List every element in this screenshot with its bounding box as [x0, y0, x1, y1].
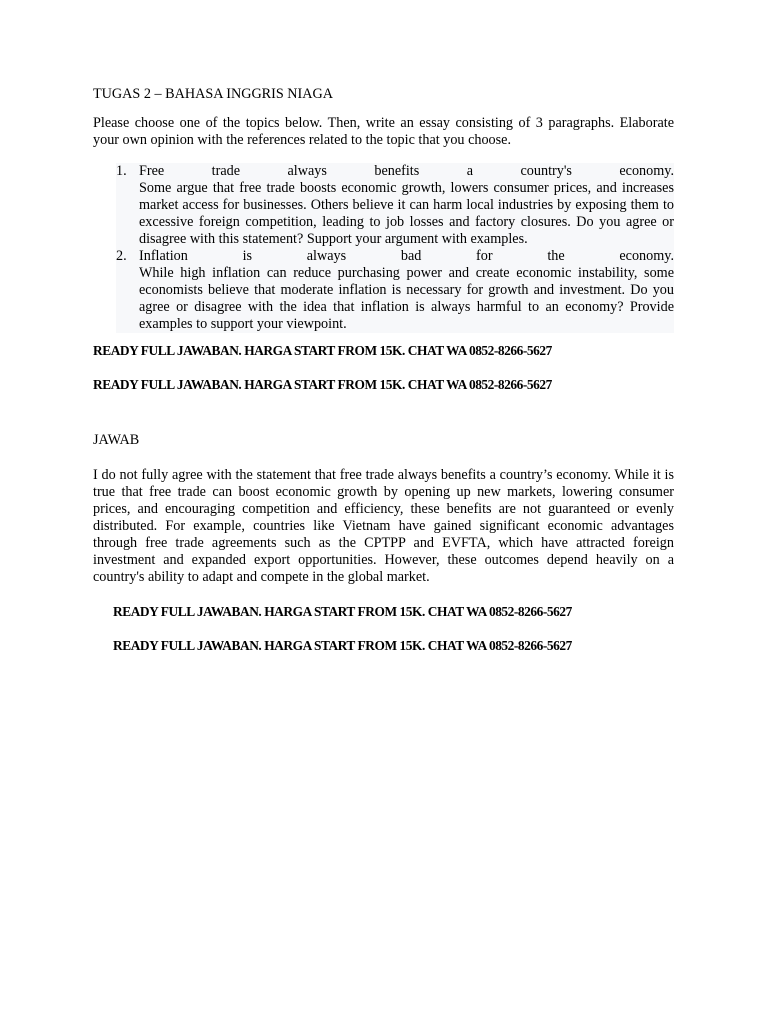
topic-number: 2. [116, 248, 127, 264]
assignment-instructions: Please choose one of the topics below. Then, write an essay consisting of 3 paragraphs. Elaborate your own opinion with the references related to the topic that you choose. [93, 115, 674, 148]
essay-paragraph: I do not fully agree with the statement that free trade always benefits a country’s economy. While it is true that free trade can boost economic growth by opening up new markets, lowering consumer prices, and encouraging competition and efficiency, these benefits are not guaranteed or evenly distributed. For example, countries like Vietnam have gained significant economic advantages through free trade agreements such as the CPTPP and EVFTA, which have attracted foreign investment and expanded export opportunities. However, these outcomes depend heavily on a country's ability to adapt and compete in the global market. [93, 467, 674, 585]
topic-description: Some argue that free trade boosts economic growth, lowers consumer prices, and increases market access for businesses. Others believe it can harm local industries by exposing them to excessive foreign competition, leading to job losses and factory closures. Do you agree or disagree with this statement? Support your argument with examples. [139, 180, 674, 247]
document-content [93, 86, 674, 654]
promo-line: READY FULL JAWABAN. HARGA START FROM 15K. CHAT WA 0852-8266-5627 [93, 377, 552, 392]
topic-list [116, 163, 674, 333]
topic-number: 1. [116, 163, 127, 179]
topic-headline: Free trade always benefits a country's economy. [139, 163, 674, 179]
answer-heading: JAWAB [93, 432, 140, 448]
promo-line: READY FULL JAWABAN. HARGA START FROM 15K. CHAT WA 0852-8266-5627 [93, 343, 552, 358]
topic-description: While high inflation can reduce purchasing power and create economic instability, some economists believe that moderate inflation is necessary for growth and investment. Do you agree or disagree with the idea that inflation is always harmful to an economy? Provide examples to support your viewpoint. [139, 265, 674, 332]
document-title: TUGAS 2 – BAHASA INGGRIS NIAGA [93, 86, 334, 102]
topic-text [139, 163, 674, 248]
topic-item [116, 248, 674, 333]
topic-text [139, 248, 674, 333]
topic-item [116, 163, 674, 248]
topic-headline: Inflation is always bad for the economy. [139, 248, 674, 264]
promo-line: READY FULL JAWABAN. HARGA START FROM 15K. CHAT WA 0852-8266-5627 [113, 604, 572, 619]
promo-line: READY FULL JAWABAN. HARGA START FROM 15K. CHAT WA 0852-8266-5627 [113, 638, 572, 653]
